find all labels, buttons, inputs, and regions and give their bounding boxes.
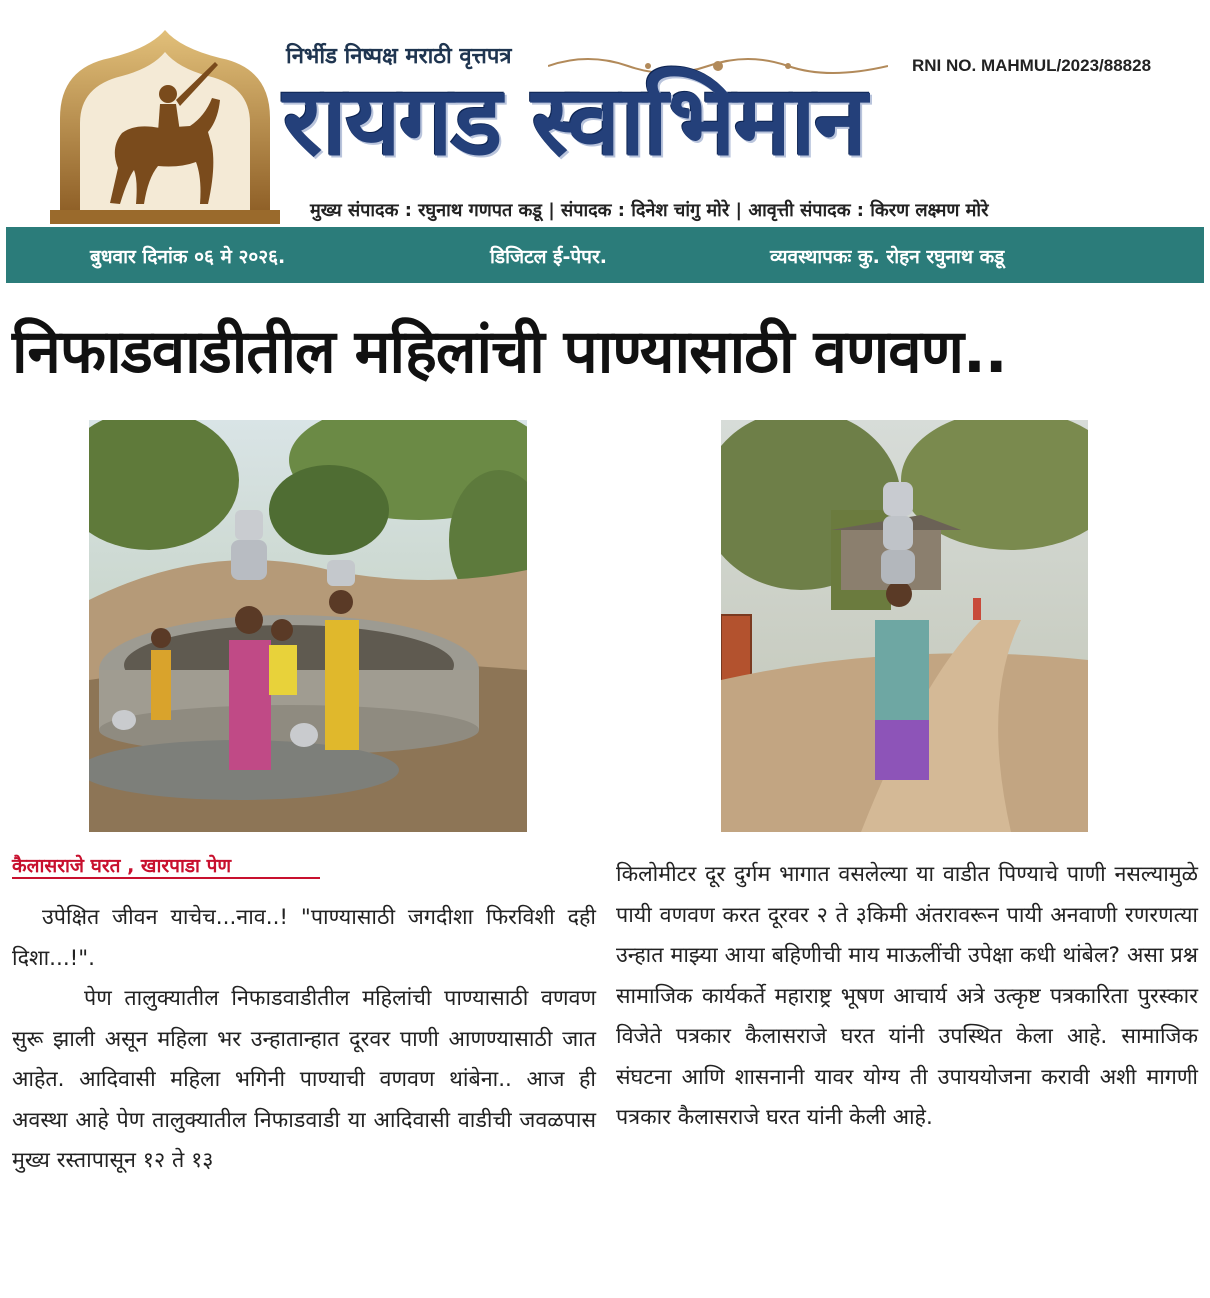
photo-woman-carrying-pots — [721, 420, 1088, 832]
rni-number: RNI NO. MAHMUL/2023/88828 — [912, 56, 1152, 75]
article-paragraph: किलोमीटर दूर दुर्गम भागात वसलेल्या या वाडीत पिण्याचे पाणी नसल्यामुळे पायी वणवण करत दूरवर २ ते ३किमी अंतरावरून पायी अनवाणी रणरणत्या उन्हात माझ्या आया बहिणीची माय माऊलींची उपेक्षा कधी थांबेल? असा प्रश्न सामाजिक कार्यकर्ते महाराष्ट्र भूषण आचार्य अत्रे उत्कृष्ट पत्रकारिता पुरस्कार विजेते पत्रकार कैलासराजे घरत यांनी उपस्थित केला आहे. सामाजिक संघटना आणि शासनानी यावर योग्य ती उपाययोजना करावी अशी मागणी पत्रकार कैलासराजे घरत यांनी केली आहे. — [616, 862, 1198, 1130]
editors-line: मुख्य संपादक : रघुनाथ गणपत कडू | संपादक : दिनेश चांगु मोरे | आवृत्ती संपादक : किरण लक्ष्मण मोरे — [310, 200, 989, 221]
article-byline: कैलासराजे घरत , खारपाडा पेण — [12, 855, 232, 877]
issue-date: बुधवार दिनांक ०६ मे २०२६. — [90, 246, 286, 268]
article-headline: निफाडवाडीतील महिलांची पाण्यासाठी वणवण.. — [12, 317, 1007, 387]
masthead — [0, 0, 1210, 228]
info-band — [6, 227, 1204, 283]
photo-women-at-well — [89, 420, 527, 832]
edition-type: डिजिटल ई-पेपर. — [490, 246, 607, 268]
manager-name: व्यवस्थापकः कु. रोहन रघुनाथ कडू — [770, 246, 1005, 268]
article-column-right — [616, 855, 1198, 1139]
byline-underline — [12, 877, 320, 879]
article-paragraph: पेण तालुक्यातील निफाडवाडीतील महिलांची पाण्यासाठी वणवण सुरू झाली असून महिला भर उन्हातान्हात दूरवर पाणी आणण्यासाठी जात आहेत. आदिवासी महिला भगिनी पाण्याची वणवण थांबेना.. आज ही अवस्था आहे पेण तालुक्यातील निफाडवाडी या आदिवासी वाडीची जवळपास मुख्य रस्तापासून १२ ते १३ — [12, 986, 596, 1173]
horse-rider-emblem-icon — [40, 28, 290, 228]
article-paragraph: उपेक्षित जीवन याचेच...नाव..! "पाण्यासाठी जगदीशा फिरविशी दही दिशा...!". — [12, 905, 596, 971]
tagline: निर्भीड निष्पक्ष मराठी वृत्तपत्र — [286, 44, 512, 69]
newspaper-title: रायगड स्वाभिमान — [283, 65, 866, 177]
article-column-left — [12, 898, 596, 1182]
